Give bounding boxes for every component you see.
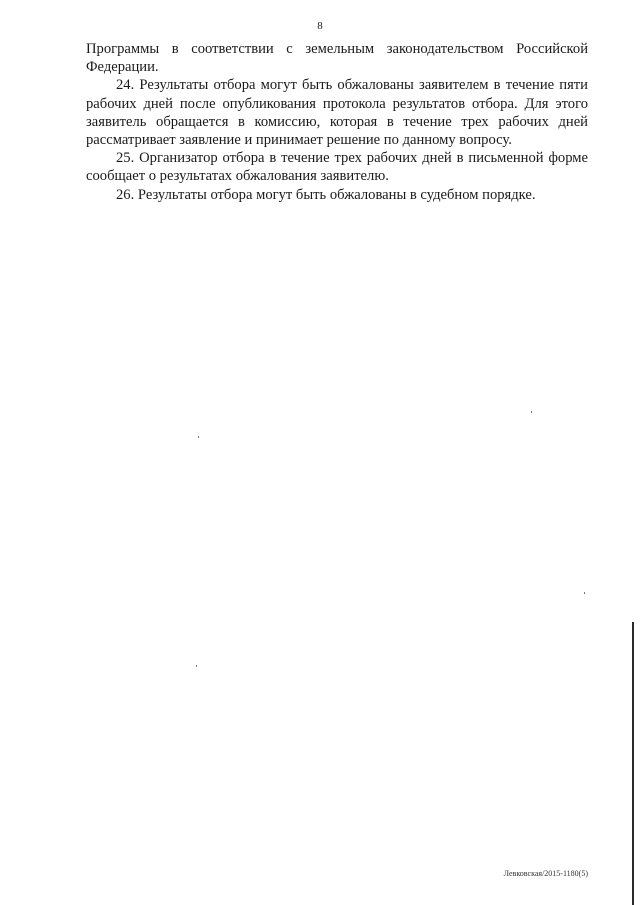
paragraph-continuation: Программы в соответствии с земельным законодательством Российской Федерации.: [86, 41, 588, 76]
paragraph-25: 25. Организатор отбора в течение трех рабочих дней в письменной форме сообщает о результатах обжалования заявителю.: [86, 150, 588, 185]
page-number: 8: [317, 20, 323, 32]
scan-edge-shadow: [632, 622, 634, 905]
document-body: [86, 40, 588, 204]
scan-speck: [198, 436, 199, 438]
scan-speck: [531, 411, 532, 413]
footer-document-code: Левковская/2015-1180(5): [503, 869, 588, 878]
scan-speck: [196, 665, 197, 667]
paragraph-26: 26. Результаты отбора могут быть обжалованы в судебном порядке.: [116, 186, 536, 203]
paragraph-24: 24. Результаты отбора могут быть обжалованы заявителем в течение пяти рабочих дней после опубликования протокола результатов отбора. Для этого заявитель обращается в комиссию, которая в течение трех рабочих дней рассматривает заявление и принимает решение по данному вопросу.: [86, 77, 588, 149]
scan-speck: [584, 592, 585, 594]
